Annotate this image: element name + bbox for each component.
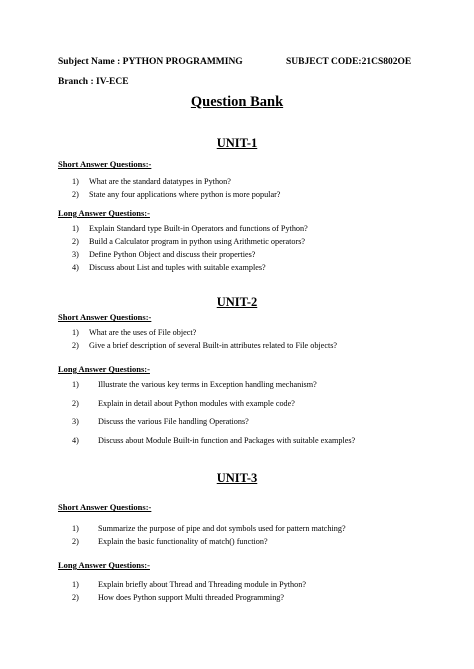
unit-3-long-label: Long Answer Questions:- bbox=[58, 560, 150, 570]
list-item: 4) Discuss about Module Built-in function and Packages with suitable examples? bbox=[72, 436, 356, 445]
list-item: 1) Illustrate the various key terms in Exception handling mechanism? bbox=[72, 380, 317, 389]
unit-1-long-label: Long Answer Questions:- bbox=[58, 208, 150, 218]
list-item: 2) State any four applications where python is more popular? bbox=[72, 190, 281, 199]
unit-2-short-label: Short Answer Questions:- bbox=[58, 312, 152, 322]
list-item: 4) Discuss about List and tuples with suitable examples? bbox=[72, 263, 266, 272]
list-item: 1) What are the uses of File object? bbox=[72, 328, 197, 337]
unit-2-long-label: Long Answer Questions:- bbox=[58, 364, 150, 374]
list-item: 2) Build a Calculator program in python using Arithmetic operators? bbox=[72, 237, 306, 246]
page-title: Question Bank bbox=[190, 94, 284, 110]
list-item: 2) Explain in detail about Python modules with example code? bbox=[72, 399, 295, 408]
subject-code: SUBJECT CODE:21CS802OE bbox=[286, 57, 412, 67]
list-item: 2) Explain the basic functionality of match() function? bbox=[72, 537, 268, 546]
unit-3-short-label: Short Answer Questions:- bbox=[58, 502, 152, 512]
list-item: 3) Define Python Object and discuss their properties? bbox=[72, 250, 256, 259]
unit-2-title: UNIT-2 bbox=[216, 295, 258, 309]
unit-1-short-label: Short Answer Questions:- bbox=[58, 159, 152, 169]
list-item: 2) How does Python support Multi threaded Programming? bbox=[72, 593, 285, 602]
unit-1-title: UNIT-1 bbox=[216, 136, 258, 150]
list-item: 3) Discuss the various File handling Operations? bbox=[72, 417, 249, 426]
unit-3-title: UNIT-3 bbox=[216, 471, 258, 485]
list-item: 1) What are the standard datatypes in Python? bbox=[72, 177, 231, 186]
list-item: 2) Give a brief description of several Built-in attributes related to File objects? bbox=[72, 341, 338, 350]
list-item: 1) Summarize the purpose of pipe and dot symbols used for pattern matching? bbox=[72, 524, 346, 533]
list-item: 1) Explain Standard type Built-in Operators and functions of Python? bbox=[72, 224, 308, 233]
branch: Branch : IV-ECE bbox=[58, 77, 129, 87]
subject-name: Subject Name : PYTHON PROGRAMMING bbox=[58, 57, 243, 67]
list-item: 1) Explain briefly about Thread and Threading module in Python? bbox=[72, 580, 306, 589]
